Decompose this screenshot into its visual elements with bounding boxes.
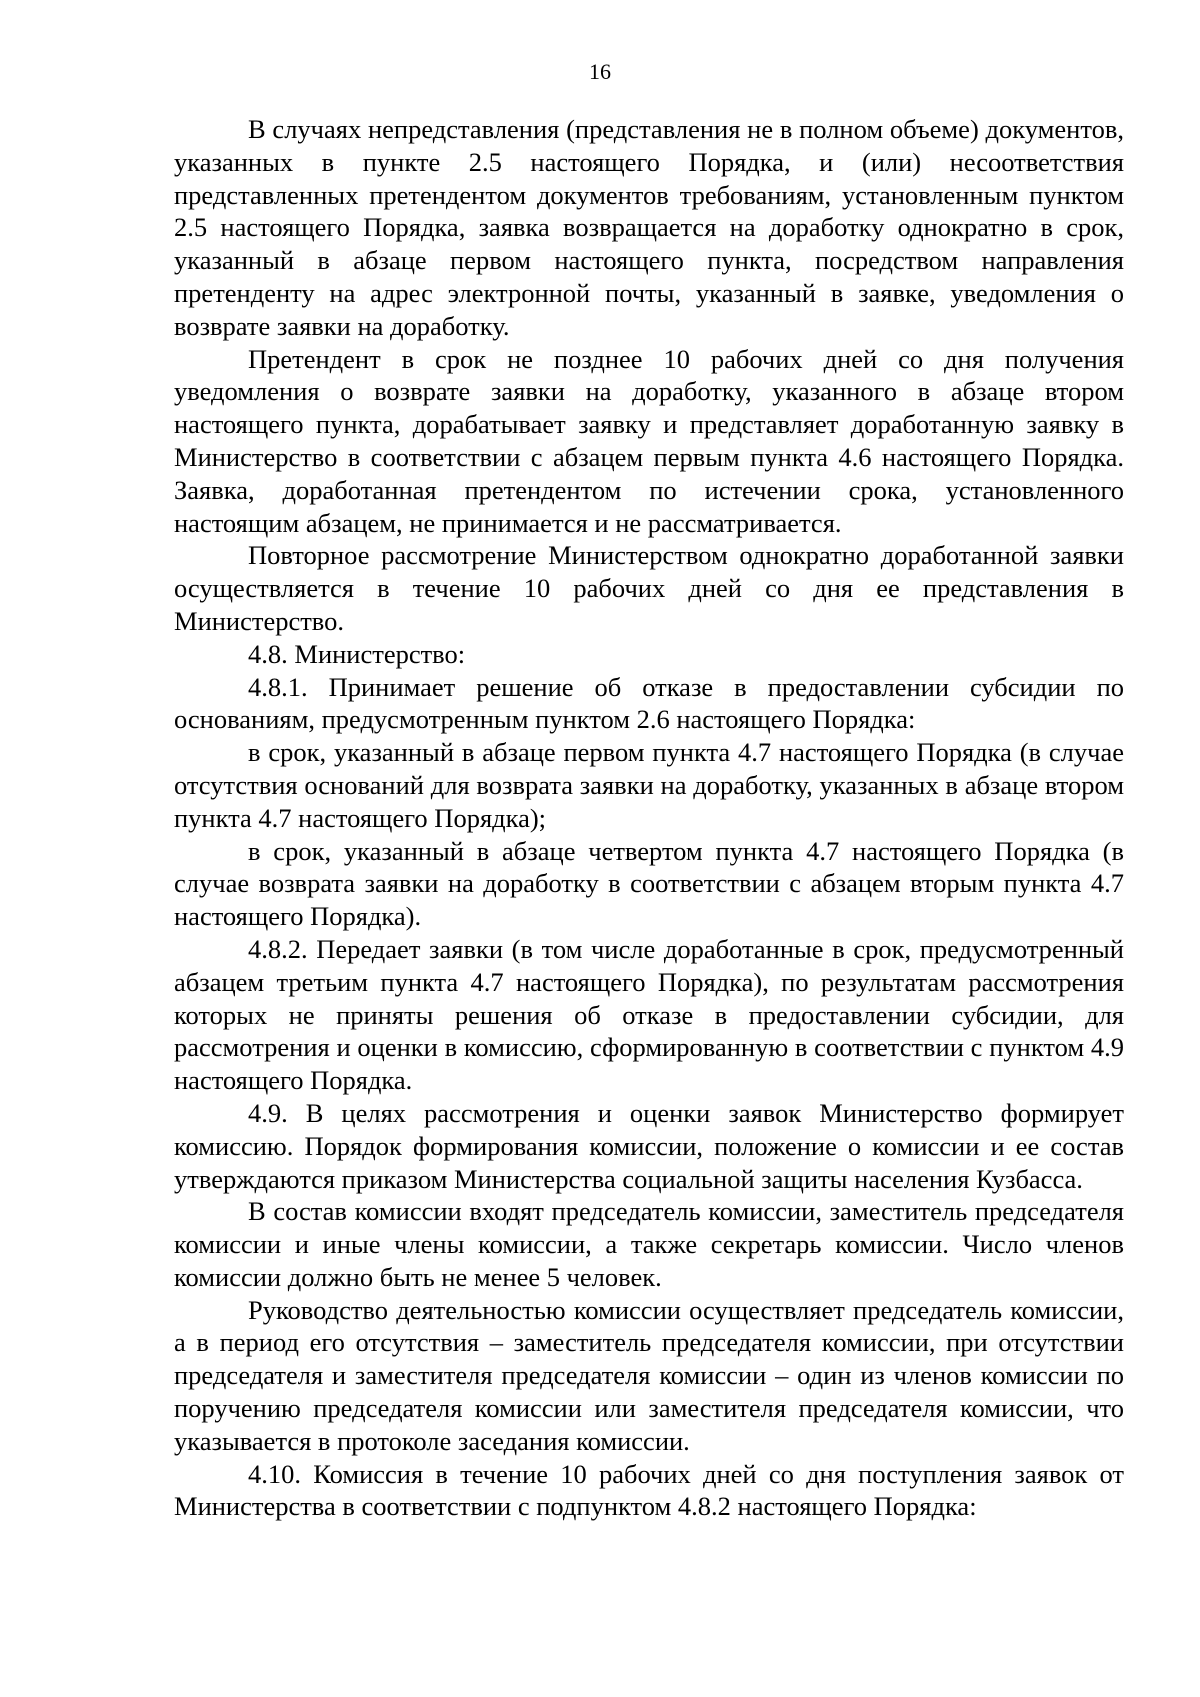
paragraph-4-10: 4.10. Комиссия в течение 10 рабочих дней со дня поступления заявок от Министерства в соответствии с подпунктом 4.8.2 настоящего Порядка: <box>174 1458 1124 1522</box>
paragraph-4-8-1-term-first: в срок, указанный в абзаце первом пункта 4.7 настоящего Порядка (в случае отсутствия оснований для возврата заявки на доработку, указанных в абзаце втором пункта 4.7 настоящего Порядка); <box>174 737 1124 833</box>
paragraph-commission-composition: В состав комиссии входят председатель комиссии, заместитель председателя комиссии и иные члены комиссии, а также секретарь комиссии. Число членов комиссии должно быть не менее 5 человек. <box>174 1196 1124 1292</box>
paragraph-4-8-1-term-fourth: в срок, указанный в абзаце четвертом пункта 4.7 настоящего Порядка (в случае возврата заявки на доработку в соответствии с абзацем вторым пункта 4.7 настоящего Порядка). <box>174 835 1124 932</box>
paragraph-return-for-revision: В случаях непредставления (представления не в полном объеме) документов, указанных в пункте 2.5 настоящего Порядка, и (или) несоответствия представленных претендентом документов требованиям, установленным пунктом 2.5 настоящего Порядка, заявка возвращается на доработку однократно в срок, указанный в абзаце первом настоящего пункта, посредством направления претенденту на адрес электронной почты, указанный в заявке, уведомления о возврате заявки на доработку. <box>174 114 1124 341</box>
paragraph-applicant-revision-deadline: Претендент в срок не позднее 10 рабочих дней со дня получения уведомления о возврате заявки на доработку, указанного в абзаце втором настоящего пункта, дорабатывает заявку и представляет доработанную заявку в Министерство в соответствии с абзацем первым пункта 4.6 настоящего Порядка. Заявка, доработанная претендентом по истечении срока, установленного настоящим абзацем, не принимается и не рассматривается. <box>174 343 1124 538</box>
paragraph-4-9: 4.9. В целях рассмотрения и оценки заявок Министерство формирует комиссию. Порядок формирования комиссии, положение о комиссии и ее состав утверждаются приказом Министерства социальной защиты населения Кузбасса. <box>174 1097 1124 1194</box>
document-body <box>174 113 1124 1523</box>
paragraph-4-8-1: 4.8.1. Принимает решение об отказе в предоставлении субсидии по основаниям, предусмотренным пунктом 2.6 настоящего Порядка: <box>174 671 1124 735</box>
paragraph-commission-leadership: Руководство деятельностью комиссии осуществляет председатель комиссии, а в период его отсутствия – заместитель председателя комиссии, при отсутствии председателя и заместителя председателя комиссии – один из членов комиссии по поручению председателя комиссии или заместителя председателя комиссии, что указывается в протоколе заседания комиссии. <box>174 1294 1124 1456</box>
paragraph-4-8-2: 4.8.2. Передает заявки (в том числе доработанные в срок, предусмотренный абзацем третьим пункта 4.7 настоящего Порядка), по результатам рассмотрения которых не приняты решения об отказе в предоставлении субсидии, для рассмотрения и оценки в комиссию, сформированную в соответствии с пунктом 4.9 настоящего Порядка. <box>174 933 1124 1096</box>
paragraph-4-8-heading: 4.8. Министерство: <box>248 638 466 669</box>
paragraph-repeat-review: Повторное рассмотрение Министерством однократно доработанной заявки осуществляется в течение 10 рабочих дней со дня ее представления в Министерство. <box>174 540 1124 636</box>
page-number: 16 <box>589 59 611 84</box>
